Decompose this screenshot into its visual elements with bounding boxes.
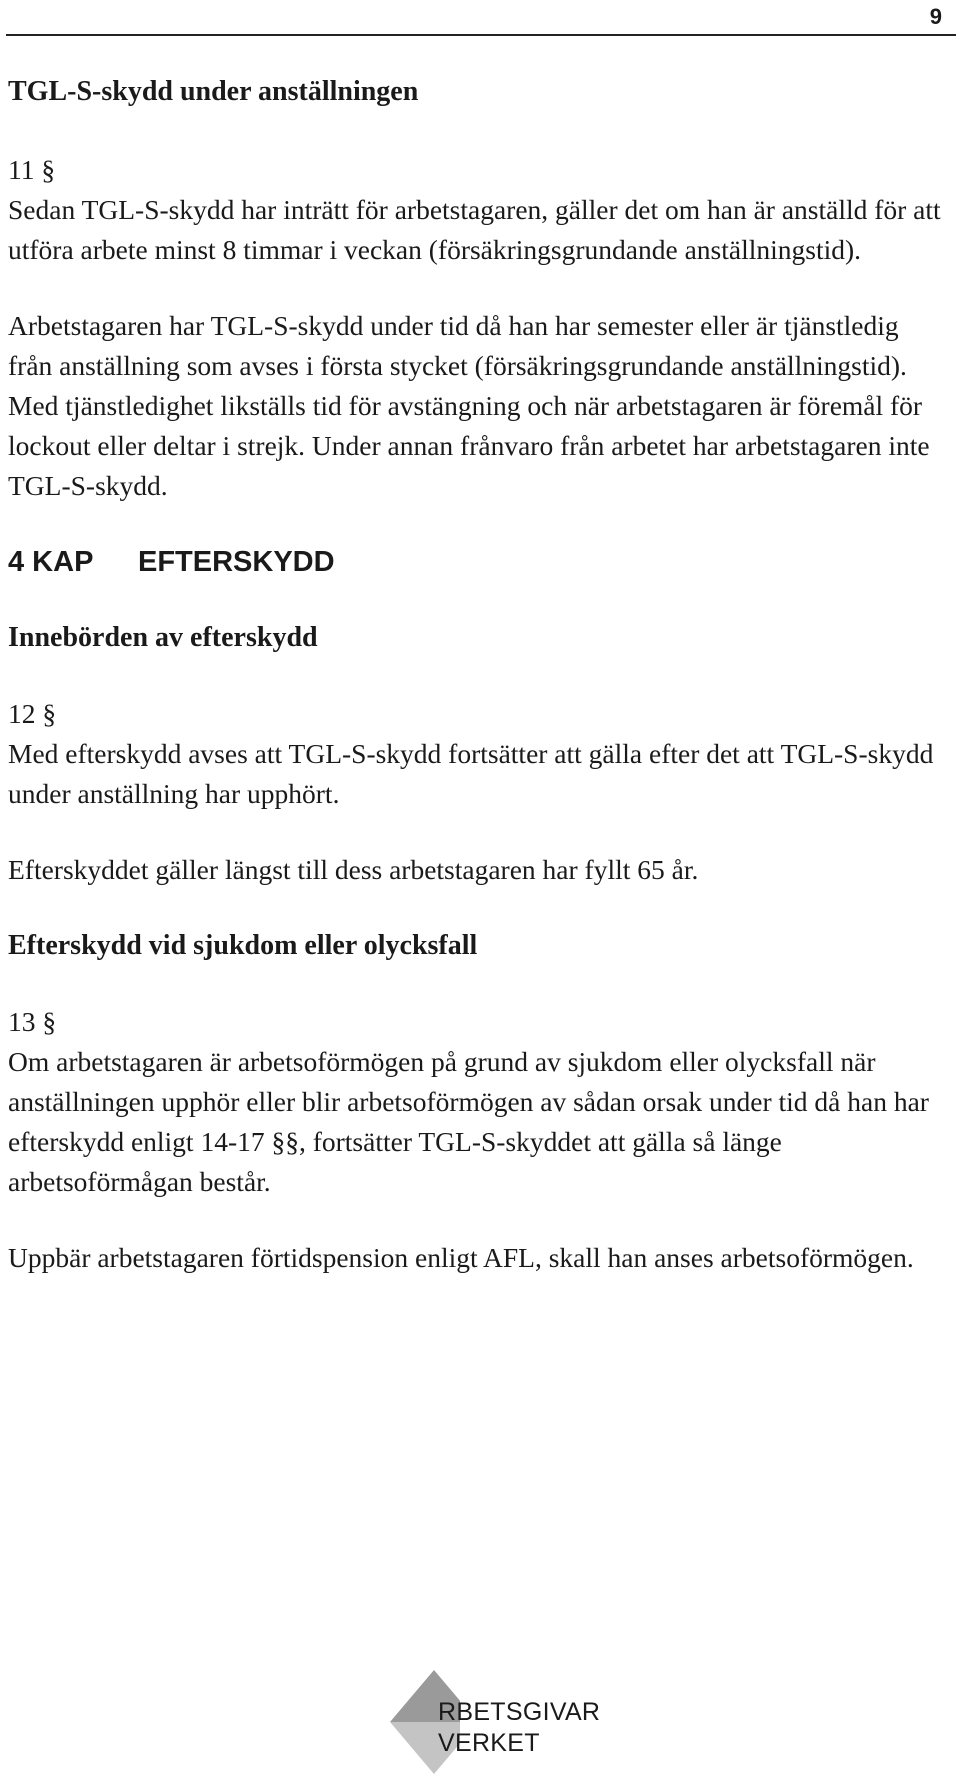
arbetsgivarverket-logo (390, 1670, 600, 1775)
paragraph-12-text-1: Med efterskydd avses att TGL-S-skydd fortsätter att gälla efter det att TGL-S-skydd under anställning har upphört. (8, 738, 934, 809)
chapter-heading (8, 542, 948, 582)
paragraph-11-text-1: Sedan TGL-S-skydd har inträtt för arbetstagaren, gäller det om han är anställd för att utföra arbete minst 8 timmar i veckan (försäkringsgrundande anställningstid). (8, 194, 941, 265)
paragraph-number-11: 11 § (8, 154, 56, 185)
paragraph-13-text-1: Om arbetstagaren är arbetsoförmögen på grund av sjukdom eller olycksfall när anställningen upphör eller blir arbetsoförmögen av sådan orsak under tid då han har efterskydd enligt 14-17 §§, fortsätter TGL-S-skyddet att gälla så länge arbetsoförmågan består. (8, 1046, 929, 1197)
document-body (8, 72, 948, 1278)
header-rule (6, 34, 956, 36)
section-heading-illness-accident: Efterskydd vid sjukdom eller olycksfall (8, 930, 478, 961)
paragraph-12-text-2: Efterskyddet gäller längst till dess arbetstagaren har fyllt 65 år. (8, 854, 699, 885)
logo-text-line2: VERKET (438, 1729, 540, 1757)
chapter-number: 4 KAP (8, 546, 94, 578)
logo-text-line1: RBETSGIVAR (438, 1698, 601, 1726)
paragraph-13-text-2: Uppbär arbetstagaren förtidspension enligt AFL, skall han anses arbetsoförmögen. (8, 1242, 914, 1273)
paragraph-11-text-2: Arbetstagaren har TGL-S-skydd under tid då han har semester eller är tjänstledig från anställning som avses i första stycket (försäkringsgrundande anställningstid). Med tjänstledighet likställs tid för avstängning och när arbetstagaren är föremål för lockout eller deltar i strejk. Under annan frånvaro från arbetet har arbetstagaren inte TGL-S-skydd. (8, 310, 930, 501)
page-number: 9 (929, 4, 942, 29)
paragraph-number-13: 13 § (8, 1006, 57, 1037)
chapter-title: EFTERSKYDD (138, 546, 335, 578)
section-heading-meaning: Innebörden av efterskydd (8, 622, 318, 653)
paragraph-number-12: 12 § (8, 698, 57, 729)
section-heading-tgl-s-employment: TGL-S-skydd under anställningen (8, 76, 419, 107)
